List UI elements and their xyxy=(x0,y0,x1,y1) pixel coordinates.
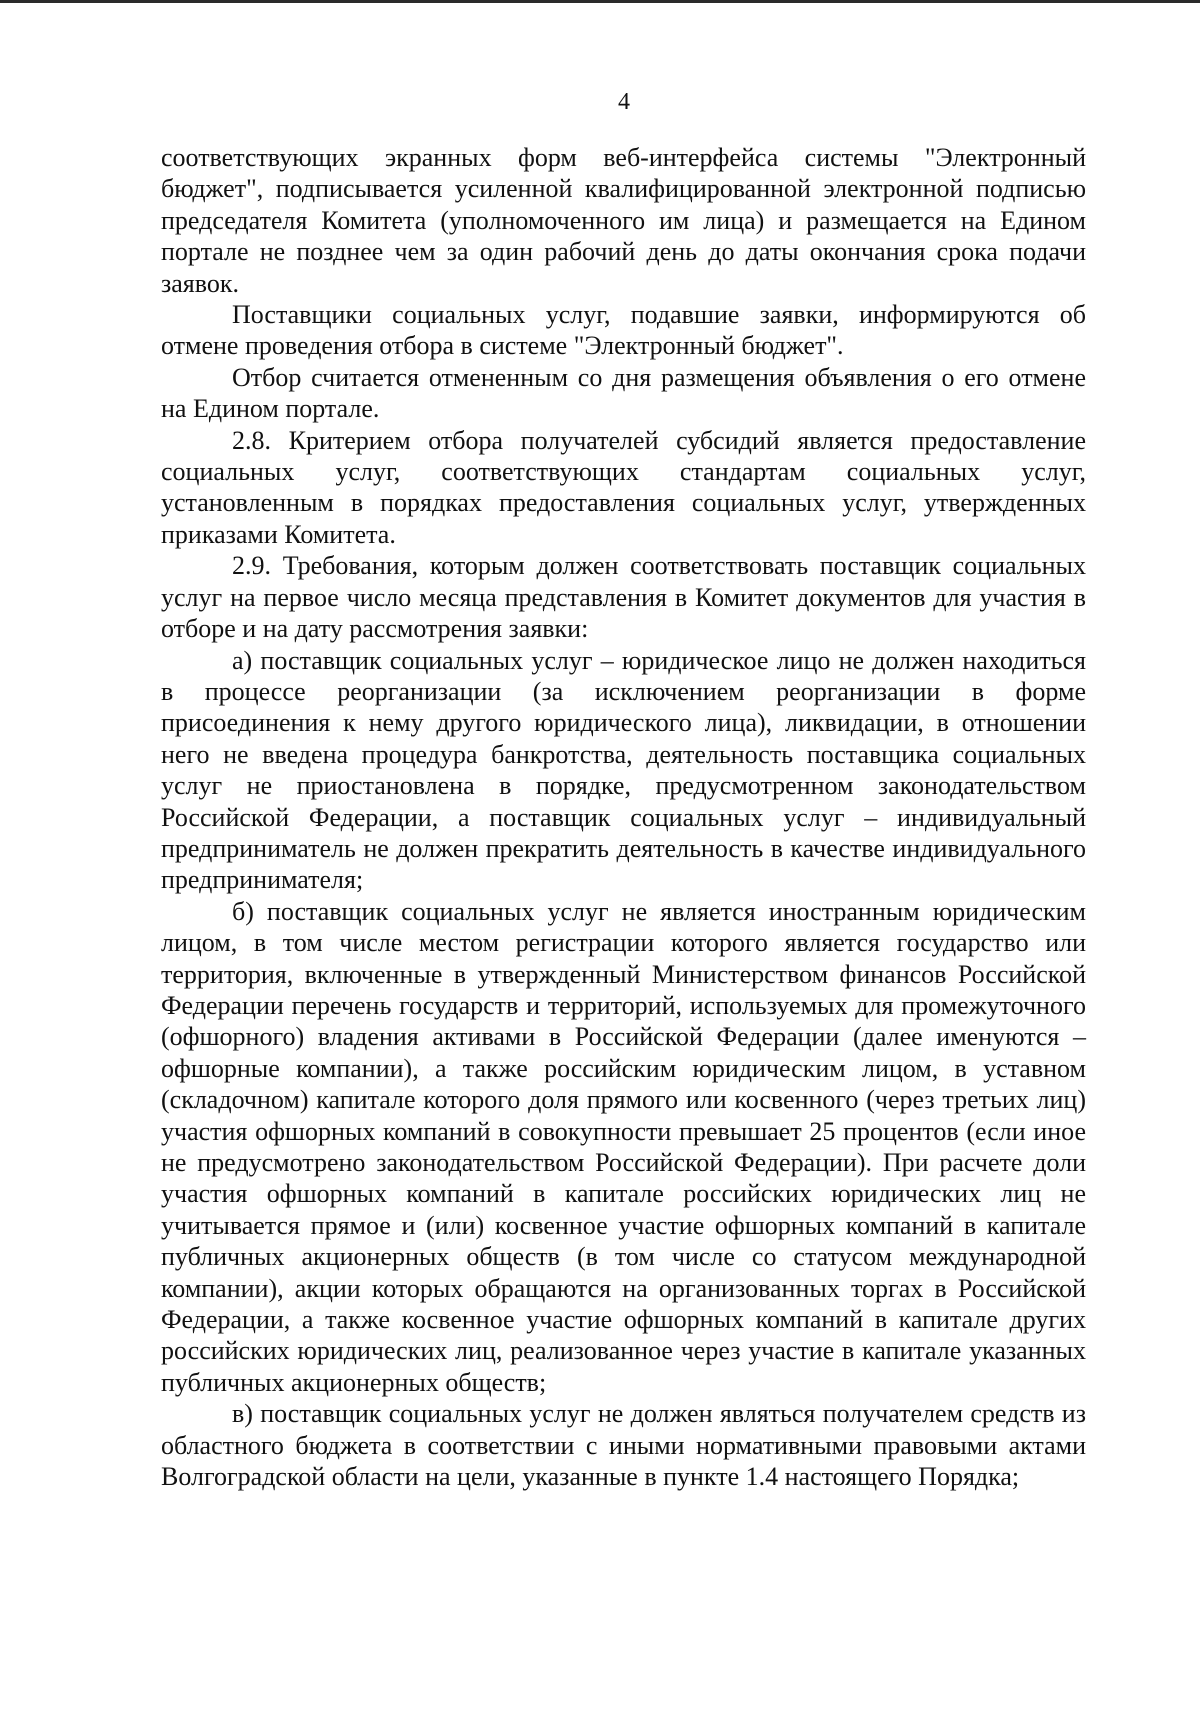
paragraph-continuation: соответствующих экранных форм веб-интерфейса системы "Электронный бюджет", подписывается усиленной квалифицированной электронной подписью председателя Комитета (уполномоченного им лица) и размещается на Едином портале не позднее чем за один рабочий день до даты окончания срока подачи заявок. xyxy=(161,143,1086,298)
scan-top-edge xyxy=(0,0,1200,3)
paragraph-selection-cancelled: Отбор считается отмененным со дня размещения объявления о его отмене на Едином портале. xyxy=(161,362,1086,424)
paragraph-2-9: 2.9. Требования, которым должен соответствовать поставщик социальных услуг на первое число месяца представления в Комитет документов для участия в отборе и на дату рассмотрения заявки: xyxy=(161,551,1086,644)
paragraph-item-b: б) поставщик социальных услуг не является иностранным юридическим лицом, в том числе местом регистрации которого является государство или территория, включенные в утвержденный Министерством финансов Российской Федерации перечень государств и территорий, используемых для промежуточного (офшорного) владения активами в Российской Федерации (далее именуются – офшорные компании), а также российским юридическим лицом, в уставном (складочном) капитале которого доля прямого или косвенного (через третьих лиц) участия офшорных компаний в совокупности превышает 25 процентов (если иное не предусмотрено законодательством Российской Федерации). При расчете доли участия офшорных компаний в капитале российских юридических лиц не учитывается прямое и (или) косвенное участие офшорных компаний в капитале публичных акционерных обществ (в том числе со статусом международной компании), акции которых обращаются на организованных торгах в Российской Федерации, а также косвенное участие офшорных компаний в капитале других российских юридических лиц, реализованное через участие в капитале указанных публичных акционерных обществ; xyxy=(161,896,1086,1397)
paragraph-suppliers-informed: Поставщики социальных услуг, подавшие заявки, информируются об отмене проведения отбора в системе "Электронный бюджет". xyxy=(161,300,1086,361)
page-number: 4 xyxy=(618,89,630,115)
document-body xyxy=(161,142,1086,1492)
paragraph-item-v: в) поставщик социальных услуг не должен являться получателем средств из областного бюджета в соответствии с иными нормативными правовыми актами Волгоградской области на цели, указанные в пункте 1.4 настоящего Порядка; xyxy=(161,1399,1086,1492)
paragraph-2-8: 2.8. Критерием отбора получателей субсидий является предоставление социальных услуг, соответствующих стандартам социальных услуг, установленным в порядках предоставления социальных услуг, утвержденных приказами Комитета. xyxy=(161,425,1086,549)
paragraph-item-a: а) поставщик социальных услуг – юридическое лицо не должен находиться в процессе реорганизации (за исключением реорганизации в форме присоединения к нему другого юридического лица), ликвидации, в отношении него не введена процедура банкротства, деятельность поставщика социальных услуг не приостановлена в порядке, предусмотренном законодательством Российской Федерации, а поставщик социальных услуг – индивидуальный предприниматель не должен прекратить деятельность в качестве индивидуального предпринимателя; xyxy=(161,645,1086,895)
